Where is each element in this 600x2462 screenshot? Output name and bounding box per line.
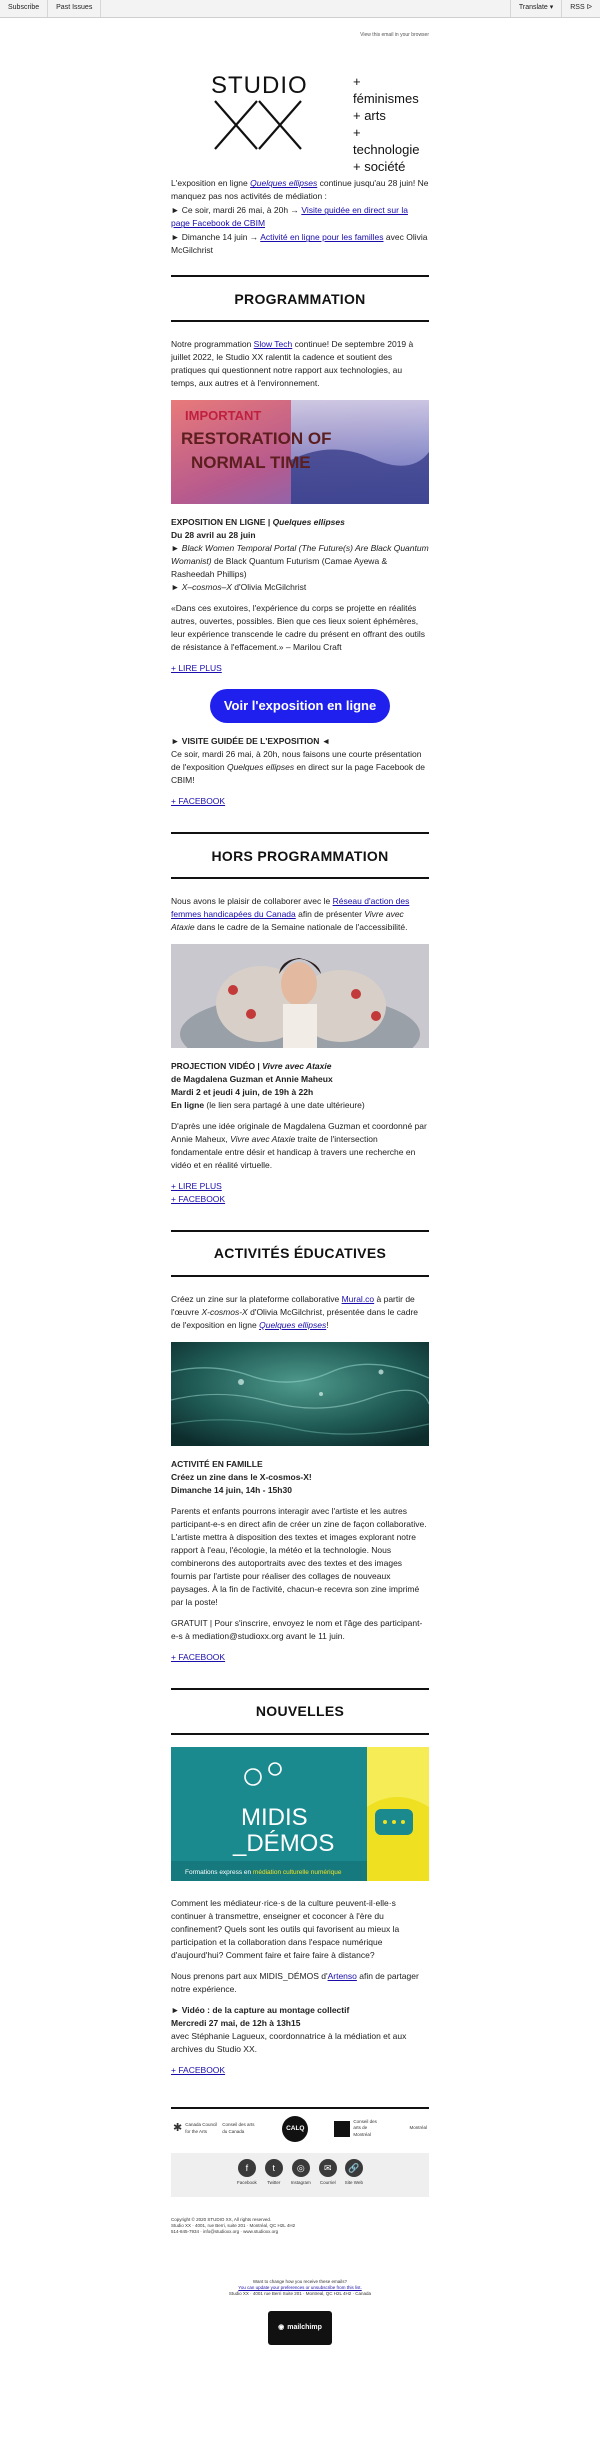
banner-caption: Formations express en médiation culturelle numérique bbox=[185, 1868, 342, 1876]
activite-familles-link[interactable]: Activité en ligne pour les familles bbox=[260, 232, 384, 243]
social-email[interactable]: ✉ Courriel bbox=[319, 2159, 337, 2197]
quelques-ellipses-link[interactable]: Quelques ellipses bbox=[250, 178, 318, 189]
social-links bbox=[171, 2153, 429, 2197]
lire-plus-link-1[interactable]: + LIRE PLUS bbox=[171, 663, 222, 674]
image-text-important: IMPORTANT bbox=[185, 408, 262, 424]
exhibition-image[interactable] bbox=[171, 400, 429, 508]
translate-dropdown[interactable]: Translate ▾ bbox=[510, 0, 561, 17]
email-body bbox=[0, 32, 600, 2345]
quote: «Dans ces exutoires, l'expérience du corps se projette en réalités autres, ouvertes, possibles. Bien que ces lieux soient éphémères, leur expérience transcende le cadre du présent en offrant des outils de résistance à l'effacement.» – Marilou Craft bbox=[171, 603, 426, 653]
image-text-restoration: RESTORATION OF bbox=[181, 429, 332, 449]
canada-council-logo: ✱ Canada Council for the Arts Conseil des arts du Canada bbox=[173, 2121, 256, 2137]
rss-icon: ᐅ bbox=[586, 4, 592, 12]
website-icon: 🔗 bbox=[345, 2159, 363, 2177]
exhibition-image-art bbox=[171, 400, 429, 504]
top-bar bbox=[0, 0, 600, 18]
mailchimp-badge[interactable]: ◉ mailchimp bbox=[268, 2311, 332, 2345]
past-issues-link[interactable]: Past Issues bbox=[48, 0, 101, 17]
quelques-ellipses-link-2[interactable]: Quelques ellipses bbox=[259, 1319, 327, 1330]
social-twitter[interactable]: t Twitter bbox=[265, 2159, 283, 2197]
section-title-activites: ACTIVITÉS ÉDUCATIVES bbox=[171, 1230, 429, 1277]
update-preferences-link[interactable]: You can update your preferences or unsubscribe from this list. bbox=[238, 2284, 362, 2290]
logo-studio-text: STUDIO bbox=[211, 72, 308, 100]
email-icon: ✉ bbox=[319, 2159, 337, 2177]
water-photo bbox=[171, 1342, 429, 1446]
programmation-section: PROGRAMMATION Notre programmation Slow Tech continue! De septembre 2019 à juillet 2022, le Studio XX ralentit la cadence et soutient des pratiques qui questionnent notre rapport aux technologies, au temps, aux autres et à l'environnement. IMPORTANT RESTORATION OF NORMAL TIME EXPOSITION EN LIGNE | Quelques ellipses Du 28 avril au 28 juin ► Black Women Temporal Portal (The Future(s) Are Black Quantum Womanist) de Black Quantum Futurism (Camae Ayewa & Rasheedah Phillips) ► X–cosmos–X d'Olivia McGilchrist «Dans ces exutoires, l'expérience du corps se projette en réalités autres, ouvertes, possibles. Bien que ces lieux soient éphémères, leur expérience transcende le cadre du présent en offrant des outils de résistance à l'effacement.» – Marilou Craft + LIRE PLUS Voir l'exposition en ligne ► VISITE GUIDÉE DE L'EXPOSITION ◄ Ce soir, mardi 26 mai, à 20h, nous faisons une courte présentation de l'exposition Quelques ellipses en direct sur la page Facebook de CBIM! + FACEBOOK bbox=[171, 275, 429, 808]
section-title-hors: HORS PROGRAMMATION bbox=[171, 832, 429, 879]
slow-tech-link[interactable]: Slow Tech bbox=[253, 339, 293, 350]
social-website[interactable]: 🔗 Site Web bbox=[345, 2159, 363, 2197]
calq-logo: CALQ bbox=[282, 2116, 308, 2142]
logo-tagline: + féminismes + arts + technologie + société bbox=[353, 74, 420, 175]
facebook-link-3[interactable]: + FACEBOOK bbox=[171, 1651, 226, 1662]
activites-section: ACTIVITÉS ÉDUCATIVES Créez un zine sur la plateforme collaborative Mural.co à partir de l'œuvre X-cosmos-X d'Olivia McGilchrist, présentée dans le cadre de l'exposition en ligne Quelques ellipses! ACTIVITÉ EN FAMILLE Créez un zine dans le X-cosmos-X! Dimanche 14 juin, 14h - 15h30 Parents et enfants pourrons interagir avec l'artiste et les autres participant-e-s en direct afin de créer un zine de façon collaborative. L'artiste mettra à disposition des textes et images explorant notre rapport à l'eau, l'écologie, la météo et la technologie. Nous combinerons des autoportraits avec des textes et des images fournis par l'artiste pour réaliser des collages de nouveaux paysages. À la fin de l'activité, chacun-e recevra son zine imprimé par la poste! GRATUIT | Pour s'inscrire, envoyez le nom et l'âge des participant-e-s à mediation@studioxx.org avant le 11 juin. + FACEBOOK bbox=[171, 1230, 429, 1664]
visite-guidee-link[interactable]: Visite guidée en direct sur la page Facebook de CBIM bbox=[171, 205, 408, 229]
legal-text: Copyright © 2020 STUDIO XX, All rights reserved. Studio XX · 4001, rue Berri, suite 201 · Montréal, QC H2L 4H2 514-845-7934 · info@studioxx.org · www.studioxx.org bbox=[171, 2216, 296, 2234]
banner-title-midis: MIDIS bbox=[241, 1803, 308, 1831]
email-footer: Want to change how you receive these emails? You can update your preferences or unsubscribe from this list. Studio XX · 4001 rue Berri Suite 201 · Montreal, QC H2L 4H2 · Canada ◉ mailchimp bbox=[0, 2279, 600, 2345]
midis-demos-banner bbox=[171, 1747, 429, 1881]
montreal-council-mark-icon bbox=[334, 2121, 350, 2137]
instagram-icon: ◎ bbox=[292, 2159, 310, 2177]
logo-xx-mark bbox=[213, 99, 303, 151]
subscribe-link[interactable]: Subscribe bbox=[0, 0, 48, 17]
montreal-council-logo: Conseil des arts de Montréal bbox=[334, 2119, 383, 2139]
facebook-link-4[interactable]: + FACEBOOK bbox=[171, 2064, 226, 2075]
montreal-logo: Montréal bbox=[409, 2125, 427, 2131]
social-instagram[interactable]: ◎ Instagram bbox=[291, 2159, 311, 2197]
ataxie-image[interactable] bbox=[171, 944, 429, 1052]
mailchimp-icon: ◉ bbox=[278, 2323, 285, 2331]
facebook-icon: f bbox=[238, 2159, 256, 2177]
image-text-normal-time: NORMAL TIME bbox=[191, 453, 311, 473]
hors-programmation-section: HORS PROGRAMMATION Nous avons le plaisir de collaborer avec le Réseau d'action des femmes handicapées du Canada afin de présenter Vivre avec Ataxie dans le cadre de la Semaine nationale de l'accessibilité. PROJECTION VIDÉO | Vivre avec Ataxie de Magdalena Guzman et Annie Maheux Mardi 2 et jeudi 4 juin, de 19h à 22h En ligne (le lien sera partagé à une date ultérieure) D'après une idée originale de Magdalena Guzman et coordonné par Annie Maheux, Vivre avec Ataxie traite de l'intersection fondamentale entre désir et handicap à travers une recherche en vidéo et en réalité virtuelle. + LIRE PLUS + FACEBOOK bbox=[171, 832, 429, 1205]
artenso-link[interactable]: Artenso bbox=[327, 1970, 357, 1981]
facebook-link-1[interactable]: + FACEBOOK bbox=[171, 796, 226, 807]
ataxie-photo bbox=[171, 944, 429, 1048]
partner-logos bbox=[171, 2109, 429, 2149]
intro-block: L'exposition en ligne Quelques ellipses continue jusqu'au 28 juin! Ne manquez pas nos activités de médiation : ► Ce soir, mardi 26 mai, à 20h → Visite guidée en direct sur la page Facebook de CBIM ► Dimanche 14 juin → Activité en ligne pour les familles avec Olivia McGilchrist bbox=[171, 178, 429, 256]
section-title-programmation: PROGRAMMATION bbox=[171, 275, 429, 322]
voir-exposition-button[interactable]: Voir l'exposition en ligne bbox=[210, 689, 390, 723]
mural-link[interactable]: Mural.co bbox=[341, 1293, 375, 1304]
partners-band bbox=[171, 2107, 429, 2235]
social-facebook[interactable]: f Facebook bbox=[237, 2159, 257, 2197]
section-title-nouvelles: NOUVELLES bbox=[171, 1688, 429, 1735]
midis-demos-image[interactable] bbox=[171, 1747, 429, 1885]
facebook-link-2[interactable]: + FACEBOOK bbox=[171, 1194, 226, 1205]
lire-plus-link-2[interactable]: + LIRE PLUS bbox=[171, 1181, 222, 1192]
x-cosmos-image[interactable] bbox=[171, 1342, 429, 1450]
banner-title-demos: _DÉMOS bbox=[233, 1829, 335, 1857]
reseau-action-link[interactable]: Réseau d'action des femmes handicapées du Canada bbox=[171, 896, 410, 920]
canada-council-mark-icon: ✱ bbox=[173, 2121, 183, 2134]
rss-link[interactable]: RSS ᐅ bbox=[561, 0, 600, 17]
twitter-icon: t bbox=[265, 2159, 283, 2177]
view-in-browser-link[interactable]: View this email in your browser bbox=[360, 32, 429, 38]
nouvelles-section: NOUVELLES MIDIS _DÉMOS Formations express en médiation culturelle numérique Comment les médiateur·rice·s de la culture peuvent-il·elle·s continuer à transmettre, enseigner et coconcer à l'ère du confinement? Quels sont les outils qui favorisent au mieux la participation et la collaboration dans l'espace numérique d'aujourd'hui? Comment faire et faire faire à distance? Nous prenons part aux MIDIS_DÉMOS d'Artenso afin de partager notre expérience. ► Vidéo : de la capture au montage collectif Mercredi 27 mai, de 12h à 13h15 avec Stéphanie Lagueux, coordonnatrice à la médiation et aux archives du Studio XX. + FACEBOOK bbox=[171, 1688, 429, 2077]
studio-xx-logo bbox=[211, 69, 429, 175]
